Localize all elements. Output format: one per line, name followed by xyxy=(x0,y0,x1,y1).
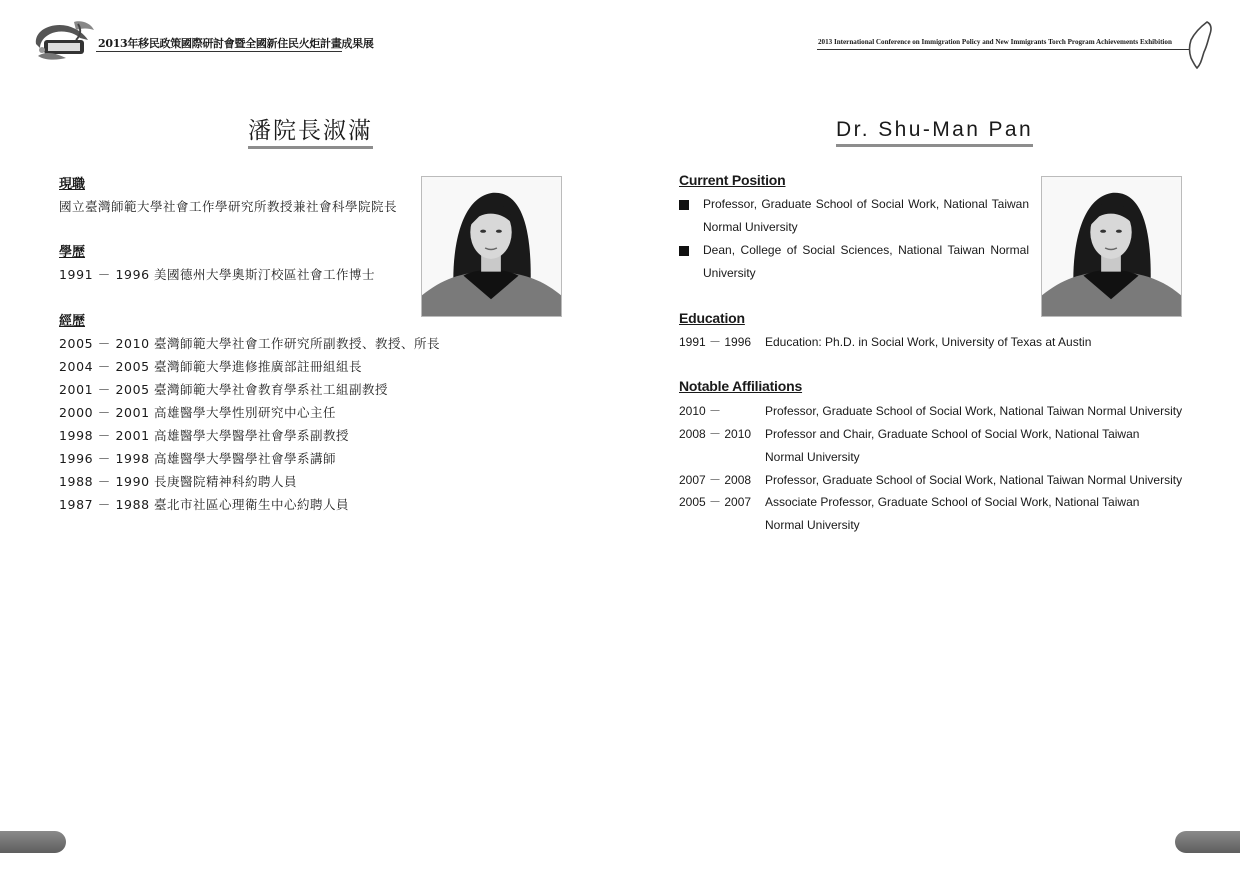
education-heading-zh: 學歷 xyxy=(59,245,86,260)
experience-text: 臺北市社區心理衛生中心約聘人員 xyxy=(154,497,350,512)
experience-years: 1998 － 2001 xyxy=(59,428,150,443)
affiliation-years: 2010 － xyxy=(679,404,722,418)
experience-years: 1987 － 1988 xyxy=(59,497,150,512)
page-tab-left xyxy=(0,831,66,853)
current-position-item xyxy=(679,193,1029,239)
page-tab-right xyxy=(1175,831,1240,853)
current-position-item xyxy=(679,239,1029,285)
affiliation-row xyxy=(679,400,1184,423)
taiwan-map-icon xyxy=(1185,20,1215,70)
experience-text: 高雄醫學大學醫學社會學系講師 xyxy=(154,451,337,466)
portrait-photo-icon xyxy=(1041,176,1182,317)
experience-text: 臺灣師範大學進修推廣部註冊組組長 xyxy=(154,359,363,374)
experience-text: 臺灣師範大學社會工作研究所副教授、教授、所長 xyxy=(154,336,441,351)
experience-heading-zh: 經歷 xyxy=(59,314,86,329)
experience-years: 1996 － 1998 xyxy=(59,451,150,466)
header-left-title: 2013年移民政策國際研討會暨全國新住民火炬計畫成果展 xyxy=(98,37,374,50)
header-right-title: 2013 International Conference on Immigration Policy and New Immigrants Torch Program Achievements Exhibition xyxy=(818,38,1172,46)
experience-years: 2001 － 2005 xyxy=(59,382,150,397)
experience-row xyxy=(59,472,297,490)
bullet-square-icon xyxy=(679,200,689,210)
page-title-chinese: 潘院長淑滿 xyxy=(248,118,373,149)
affiliation-text: Professor and Chair, Graduate School of Social Work, National Taiwan Normal University xyxy=(765,427,1140,464)
affiliation-text: Professor, Graduate School of Social Work, National Taiwan Normal University xyxy=(765,473,1183,487)
affiliation-years: 2008 － 2010 xyxy=(679,427,752,441)
education-years-zh: 1991 － 1996 xyxy=(59,267,150,282)
current-position-text: Dean, College of Social Sciences, National Taiwan Normal University xyxy=(703,243,1029,280)
affiliation-years: 2005 － 2007 xyxy=(679,495,752,509)
affiliation-text: Associate Professor, Graduate School of Social Work, National Taiwan Normal University xyxy=(765,495,1140,532)
experience-years: 2000 － 2001 xyxy=(59,405,150,420)
bullet-square-icon xyxy=(679,246,689,256)
experience-row xyxy=(59,403,336,421)
education-text-en: Education: Ph.D. in Social Work, University of Texas at Austin xyxy=(765,335,1092,349)
education-row-en xyxy=(679,331,1184,354)
experience-years: 2005 － 2010 xyxy=(59,336,150,351)
experience-row xyxy=(59,380,388,398)
education-row-zh xyxy=(59,265,375,283)
affiliation-row xyxy=(679,469,1184,492)
experience-row xyxy=(59,334,440,352)
affiliation-row xyxy=(679,423,1179,469)
current-position-heading-zh: 現職 xyxy=(59,177,86,192)
education-years-en: 1991 － 1996 xyxy=(679,335,752,349)
page-title-english: Dr. Shu-Man Pan xyxy=(836,118,1033,147)
experience-row xyxy=(59,449,336,467)
experience-text: 高雄醫學大學醫學社會學系副教授 xyxy=(154,428,350,443)
current-position-text: Professor, Graduate School of Social Work, National Taiwan Normal University xyxy=(703,197,1029,234)
experience-text: 高雄醫學大學性別研究中心主任 xyxy=(154,405,337,420)
current-position-heading-en: Current Position xyxy=(679,172,786,188)
header-left xyxy=(30,20,374,65)
experience-row xyxy=(59,495,349,513)
affiliation-row xyxy=(679,491,1179,537)
experience-years: 2004 － 2005 xyxy=(59,359,150,374)
portrait-photo-icon xyxy=(421,176,562,317)
torch-program-logo-icon xyxy=(30,20,96,62)
current-position-text-zh: 國立臺灣師範大學社會工作學研究所教授兼社會科學院院長 xyxy=(59,199,398,214)
affiliation-text: Professor, Graduate School of Social Work, National Taiwan Normal University xyxy=(765,404,1183,418)
experience-row xyxy=(59,426,349,444)
experience-text: 臺灣師範大學社會教育學系社工組副教授 xyxy=(154,382,389,397)
affiliations-heading: Notable Affiliations xyxy=(679,378,803,394)
education-text-zh: 美國德州大學奧斯汀校區社會工作博士 xyxy=(154,267,376,282)
header-left-rule xyxy=(96,51,342,52)
header-right-rule xyxy=(817,49,1199,50)
experience-row xyxy=(59,357,362,375)
education-heading-en: Education xyxy=(679,310,745,326)
affiliation-years: 2007 － 2008 xyxy=(679,473,752,487)
experience-text: 長庚醫院精神科約聘人員 xyxy=(154,474,298,489)
experience-years: 1988 － 1990 xyxy=(59,474,150,489)
header-right xyxy=(815,20,1215,70)
